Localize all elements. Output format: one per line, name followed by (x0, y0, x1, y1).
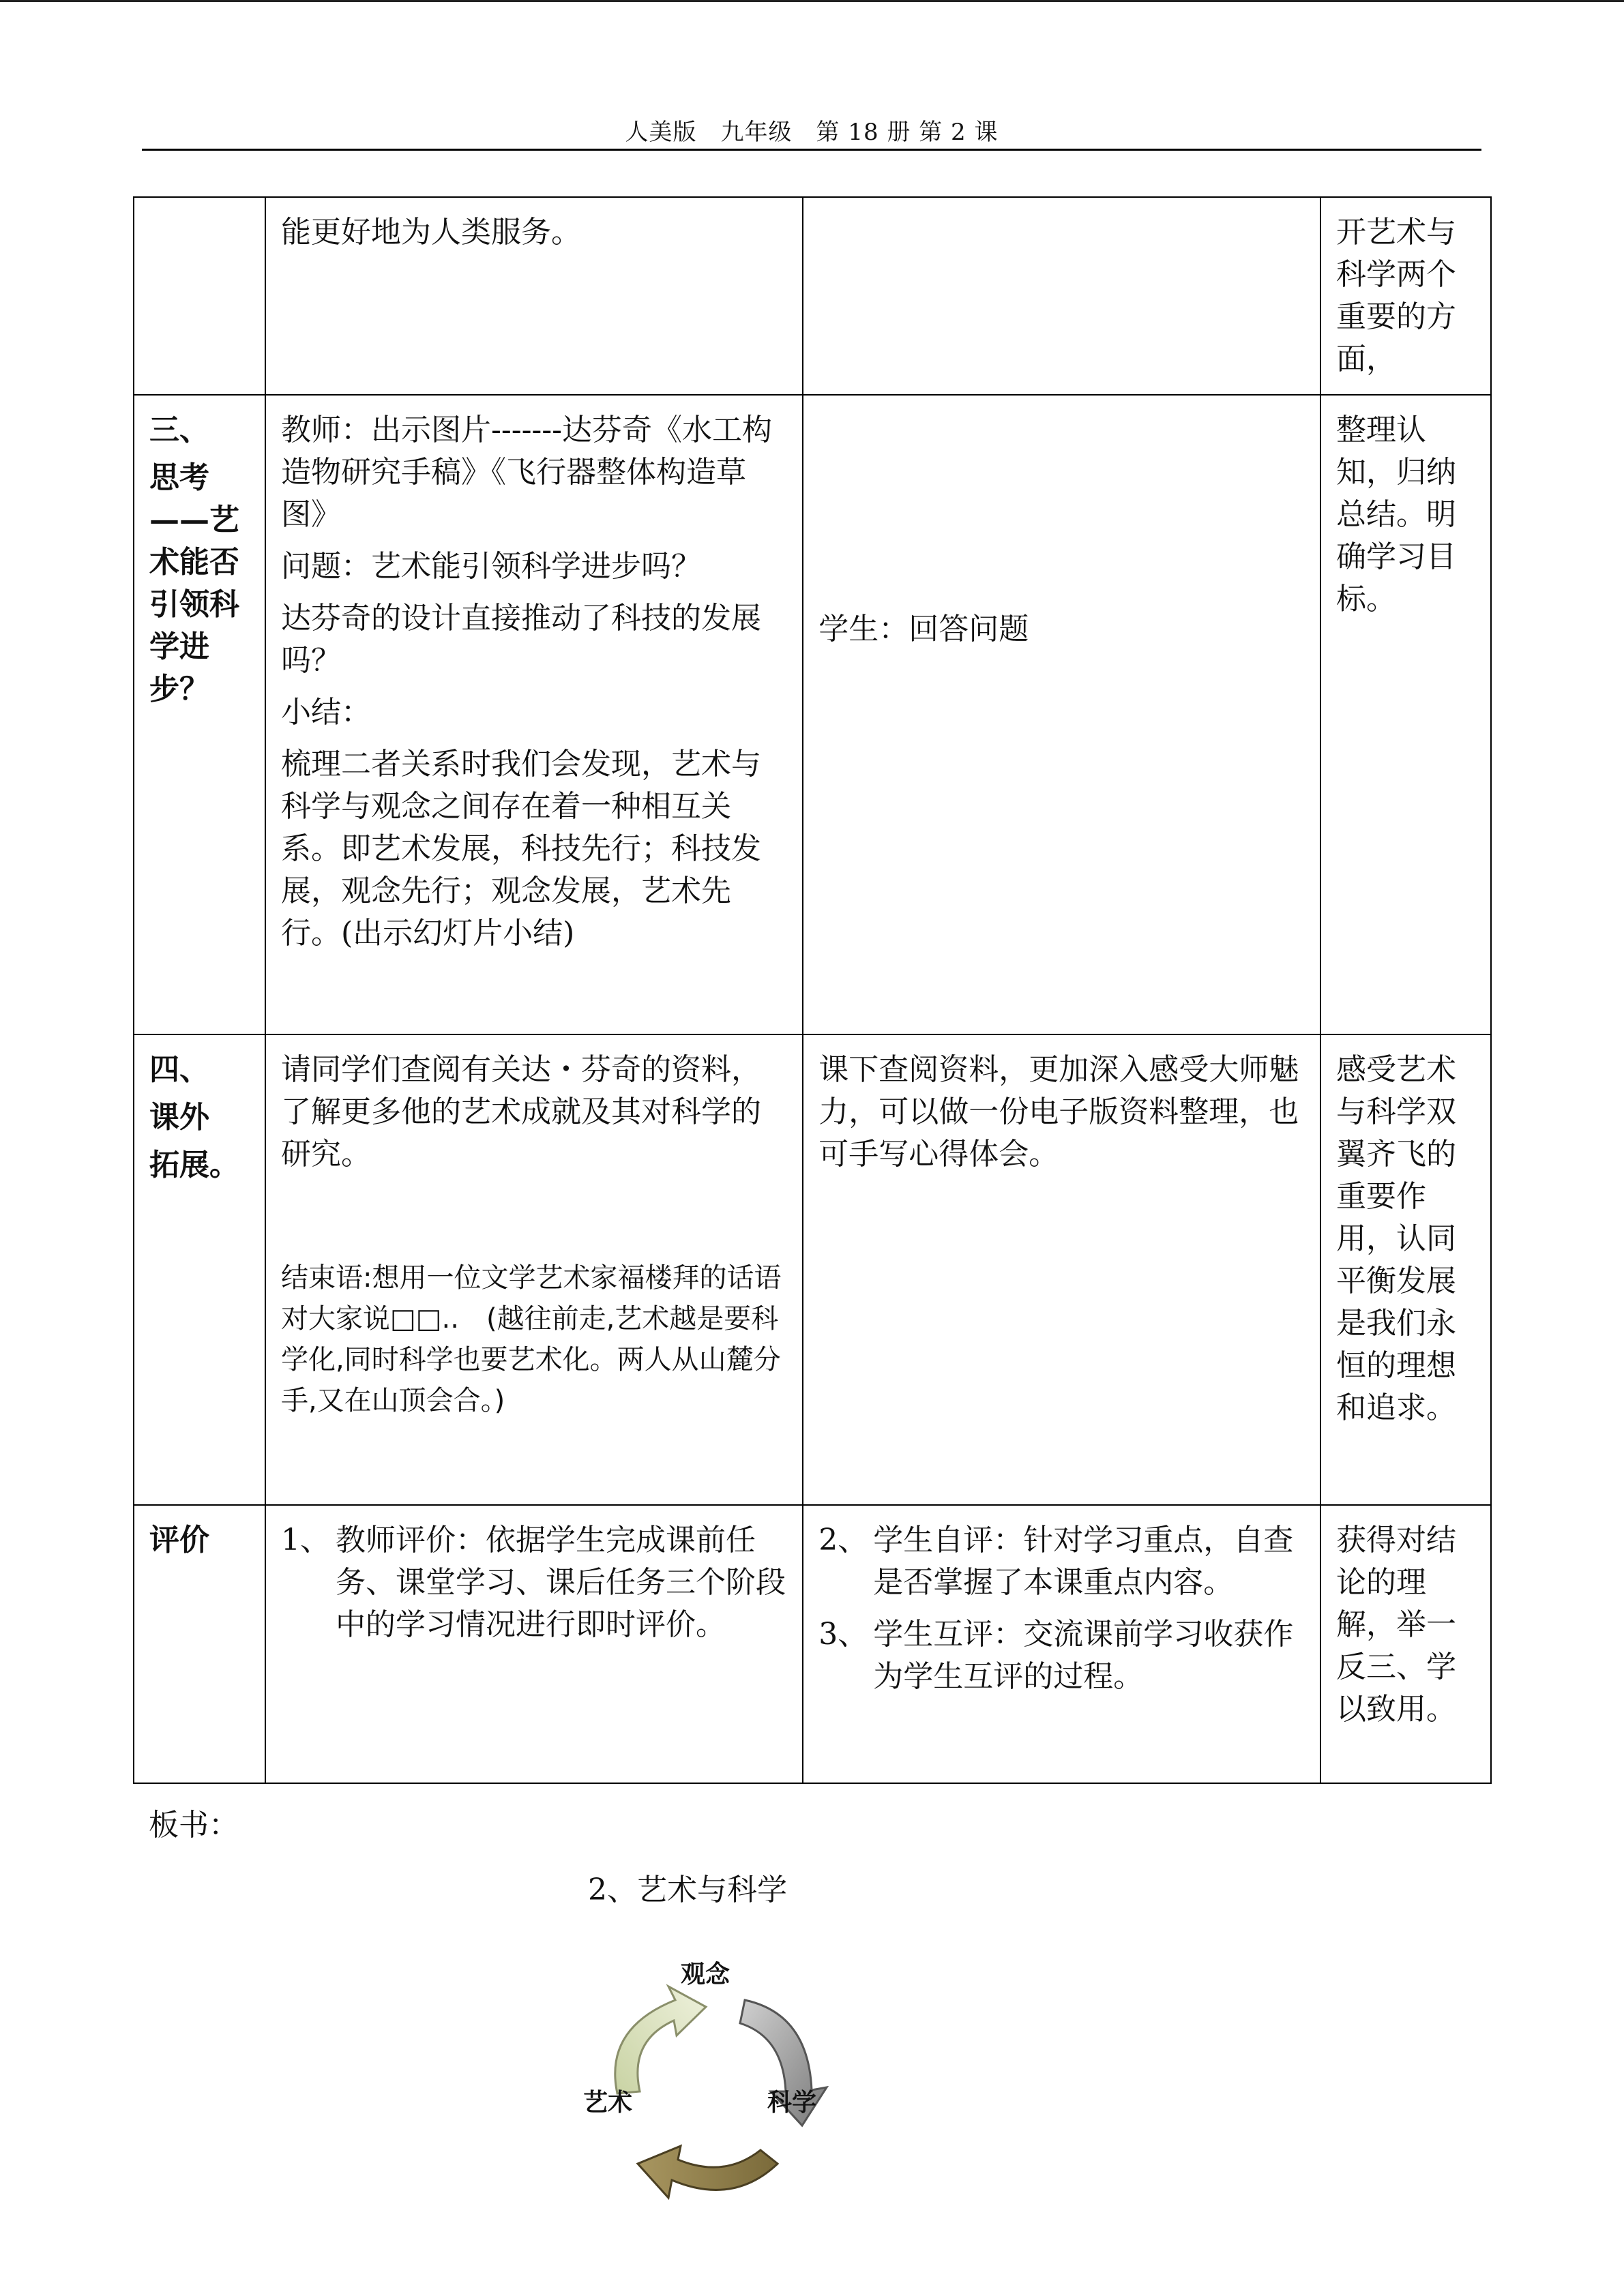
table-row (134, 395, 1491, 1034)
item-text: 教师评价：依据学生完成课前任务、课堂学习、课后任务三个阶段中的学习情况进行即时评价。 (335, 1523, 786, 1642)
design-intent-cell (1320, 1505, 1491, 1783)
stage-title: 拓展。 (149, 1148, 239, 1182)
item-text: 学生自评：针对学习重点，自查是否掌握了本课重点内容。 (873, 1523, 1294, 1600)
intent-text: 获得对结论的理解，举一反三、学以致用。 (1336, 1523, 1456, 1727)
stage-number: 三、 (149, 413, 209, 447)
item-number: 1、 (280, 1523, 330, 1557)
stage-cell (134, 1505, 265, 1783)
teacher-activity-cell (265, 395, 803, 1034)
student-text: 学生：回答问题 (818, 612, 1029, 646)
stage-title: 课外 (149, 1100, 209, 1135)
table-row (134, 1034, 1491, 1505)
board-label: 板书： (149, 1808, 239, 1843)
stage-number: 四、 (149, 1052, 209, 1087)
student-text: 课下查阅资料，更加深入感受大师魅力，可以做一份电子版资料整理，也可手写心得体会。 (818, 1052, 1299, 1172)
stage-cell (134, 395, 265, 1034)
student-activity-cell (803, 395, 1320, 1034)
teacher-activity-cell (265, 197, 803, 395)
teacher-text: 达芬奇的设计直接推动了科技的发展吗？ (280, 601, 761, 678)
intent-text: 开艺术与科学两个重要的方面， (1336, 215, 1456, 376)
cycle-label-concept: 观念 (681, 1960, 730, 1988)
closing-remark: 结束语:想用一位文学艺术家福楼拜的话语对大家说□□.. (越往前走,艺术越是要科学化,同时科学也要艺术化。两人从山麓分手,又在山顶会合。) (280, 1262, 782, 1416)
teacher-text: 请同学们查阅有关达・芬奇的资料，了解更多他的艺术成就及其对科学的研究。 (280, 1052, 761, 1172)
design-intent-cell (1320, 197, 1491, 395)
page-top-border (0, 0, 1624, 2)
list-item (818, 1613, 1305, 1698)
table-row (134, 197, 1491, 395)
intent-text: 感受艺术与科学双翼齐飞的重要作用，认同平衡发展是我们永恒的理想和追求。 (1336, 1052, 1456, 1425)
teacher-text: 小结： (280, 695, 371, 730)
student-activity-cell (803, 1034, 1320, 1505)
list-item (281, 1519, 787, 1646)
design-intent-cell (1320, 395, 1491, 1034)
design-intent-cell (1320, 1034, 1491, 1505)
item-number: 2、 (818, 1523, 868, 1557)
stage-cell (134, 1034, 265, 1505)
stage-title: 评价 (149, 1523, 209, 1557)
lesson-plan-table (133, 196, 1492, 1784)
board-title: 2、艺术与科学 (588, 1873, 787, 1907)
intent-text: 整理认知，归纳总结。明确学习目标。 (1336, 413, 1456, 616)
stage-cell (134, 197, 265, 395)
student-activity-cell (803, 1505, 1320, 1783)
teacher-text: 教师：出示图片-------达芬奇《水工构造物研究手稿》《飞行器整体构造草图》 (280, 413, 773, 532)
table-row (134, 1505, 1491, 1783)
stage-title: 思考——艺术能否引领科学进步？ (149, 460, 239, 706)
student-activity-cell (803, 197, 1320, 395)
cycle-arrow-art-to-concept (615, 1986, 706, 2093)
list-item (818, 1519, 1305, 1604)
concept-cycle-diagram (566, 1947, 853, 2220)
teacher-activity-cell (265, 1034, 803, 1505)
teacher-text: 梳理二者关系时我们会发现，艺术与科学与观念之间存在着一种相互关系。即艺术发展，科技先行；科技发展，观念先行；观念发展，艺术先行。(出示幻灯片小结) (280, 747, 761, 951)
teacher-activity-cell (265, 1505, 803, 1783)
item-text: 学生互评：交流课前学习收获作为学生互评的过程。 (873, 1617, 1294, 1694)
teacher-text: 能更好地为人类服务。 (280, 215, 581, 250)
header-rule (142, 149, 1481, 151)
cycle-arrow-science-to-art (638, 2146, 778, 2198)
cycle-label-science: 科学 (767, 2089, 817, 2117)
page-header: 人美版 九年级 第 18 册 第 2 课 (625, 119, 999, 146)
teacher-text: 问题：艺术能引领科学进步吗？ (280, 549, 701, 584)
cycle-label-art: 艺术 (583, 2089, 633, 2117)
item-number: 3、 (818, 1617, 868, 1652)
